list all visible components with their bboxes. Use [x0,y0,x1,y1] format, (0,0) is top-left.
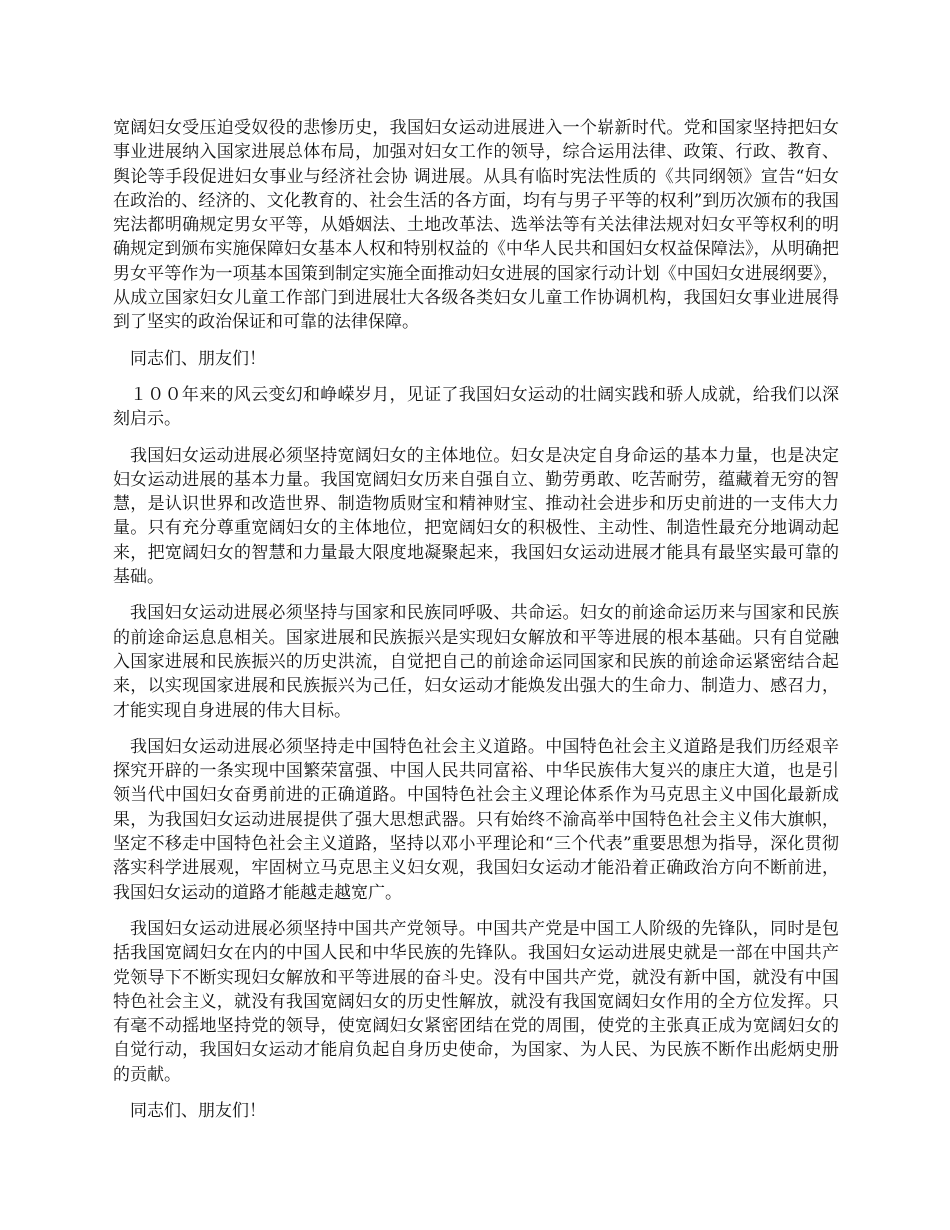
paragraph-6: 我国妇女运动进展必须坚持中国共产党领导。中国共产党是中国工人阶级的先锋队，同时是包括我国宽阔妇女在内的中国人民和中华民族的先锋队。我国妇女运动进展史就是一部在中国共产党领导下不断实现妇女解放和平等进展的奋斗史。没有中国共产党，就没有新中国，就没有中国特色社会主义，就没有我国宽阔妇女的历史性解放，就没有我国宽阔妇女作用的全方位发挥。只有毫不动摇地坚持党的领导，使宽阔妇女紧密团结在党的周围，使党的主张真正成为宽阔妇女的自觉行动，我国妇女运动才能肩负起自身历史使命，为国家、为人民、为民族不断作出彪炳史册的贡献。 [113,918,839,1085]
paragraph-1: 宽阔妇女受压迫受奴役的悲惨历史，我国妇女运动进展进入一个崭新时代。党和国家坚持把妇女事业进展纳入国家进展总体布局，加强对妇女工作的领导，综合运用法律、政策、行政、教育、舆论等手段促进妇女事业与经济社会协 调进展。从具有临时宪法性质的《共同纲领》宣告“妇女在政治的、经济的、文化教育的、社会生活的各方面，均有与男子平等的权利”到历次颁布的我国宪法都明确规定男女平等，从婚姻法、土地改革法、选举法等有关法律法规对妇女平等权利的明确规定到颁布实施保障妇女基本人权和特别权益的《中华人民共和国妇女权益保障法》，从明确把男女平等作为一项基本国策到制定实施全面推动妇女进展的国家行动计划《中国妇女进展纲要》，从成立国家妇女儿童工作部门到进展壮大各级各类妇女儿童工作协调机构，我国妇女事业进展得到了坚实的政治保证和可靠的法律保障。 [113,118,839,333]
paragraph-3: 我国妇女运动进展必须坚持宽阔妇女的主体地位。妇女是决定自身命运的基本力量，也是决定妇女运动进展的基本力量。我国宽阔妇女历来自强自立、勤劳勇敢、吃苦耐劳，蕴藏着无穷的智慧，是认识世界和改造世界、制造物质财宝和精神财宝、推动社会进步和历史前进的一支伟大力量。只有充分尊重宽阔妇女的主体地位，把宽阔妇女的积极性、主动性、制造性最充分地调动起来，把宽阔妇女的智慧和力量最大限度地凝聚起来，我国妇女运动进展才能具有最坚实最可靠的基础。 [113,445,839,588]
paragraph-greeting-2: 同志们、朋友们！ [130,1100,266,1121]
paragraph-5: 我国妇女运动进展必须坚持走中国特色社会主义道路。中国特色社会主义道路是我们历经艰辛探究开辟的一条实现中国繁荣富强、中国人民共同富裕、中华民族伟大复兴的康庄大道，也是引领当代中国妇女奋勇前进的正确道路。中国特色社会主义理论体系作为马克思主义中国化最新成果，为我国妇女运动进展提供了强大思想武器。只有始终不渝高举中国特色社会主义伟大旗帜，坚定不移走中国特色社会主义道路，坚持以邓小平理论和“三个代表”重要思想为指导，深化贯彻落实科学进展观，牢固树立马克思主义妇女观，我国妇女运动才能沿着正确政治方向不断前进，我国妇女运动的道路才能越走越宽广。 [113,736,839,903]
paragraph-2: １００年来的风云变幻和峥嵘岁月，见证了我国妇女运动的壮阔实践和骄人成就，给我们以深刻启示。 [113,384,839,430]
paragraph-4: 我国妇女运动进展必须坚持与国家和民族同呼吸、共命运。妇女的前途命运历来与国家和民族的前途命运息息相关。国家进展和民族振兴是实现妇女解放和平等进展的根本基础。只有自觉融入国家进展和民族振兴的历史洪流，自觉把自己的前途命运同国家和民族的前途命运紧密结合起来，以实现国家进展和民族振兴为己任，妇女运动才能焕发出强大的生命力、制造力、感召力，才能实现自身进展的伟大目标。 [113,603,839,721]
paragraph-greeting-1: 同志们、朋友们！ [130,348,266,369]
document-page [113,116,839,1135]
